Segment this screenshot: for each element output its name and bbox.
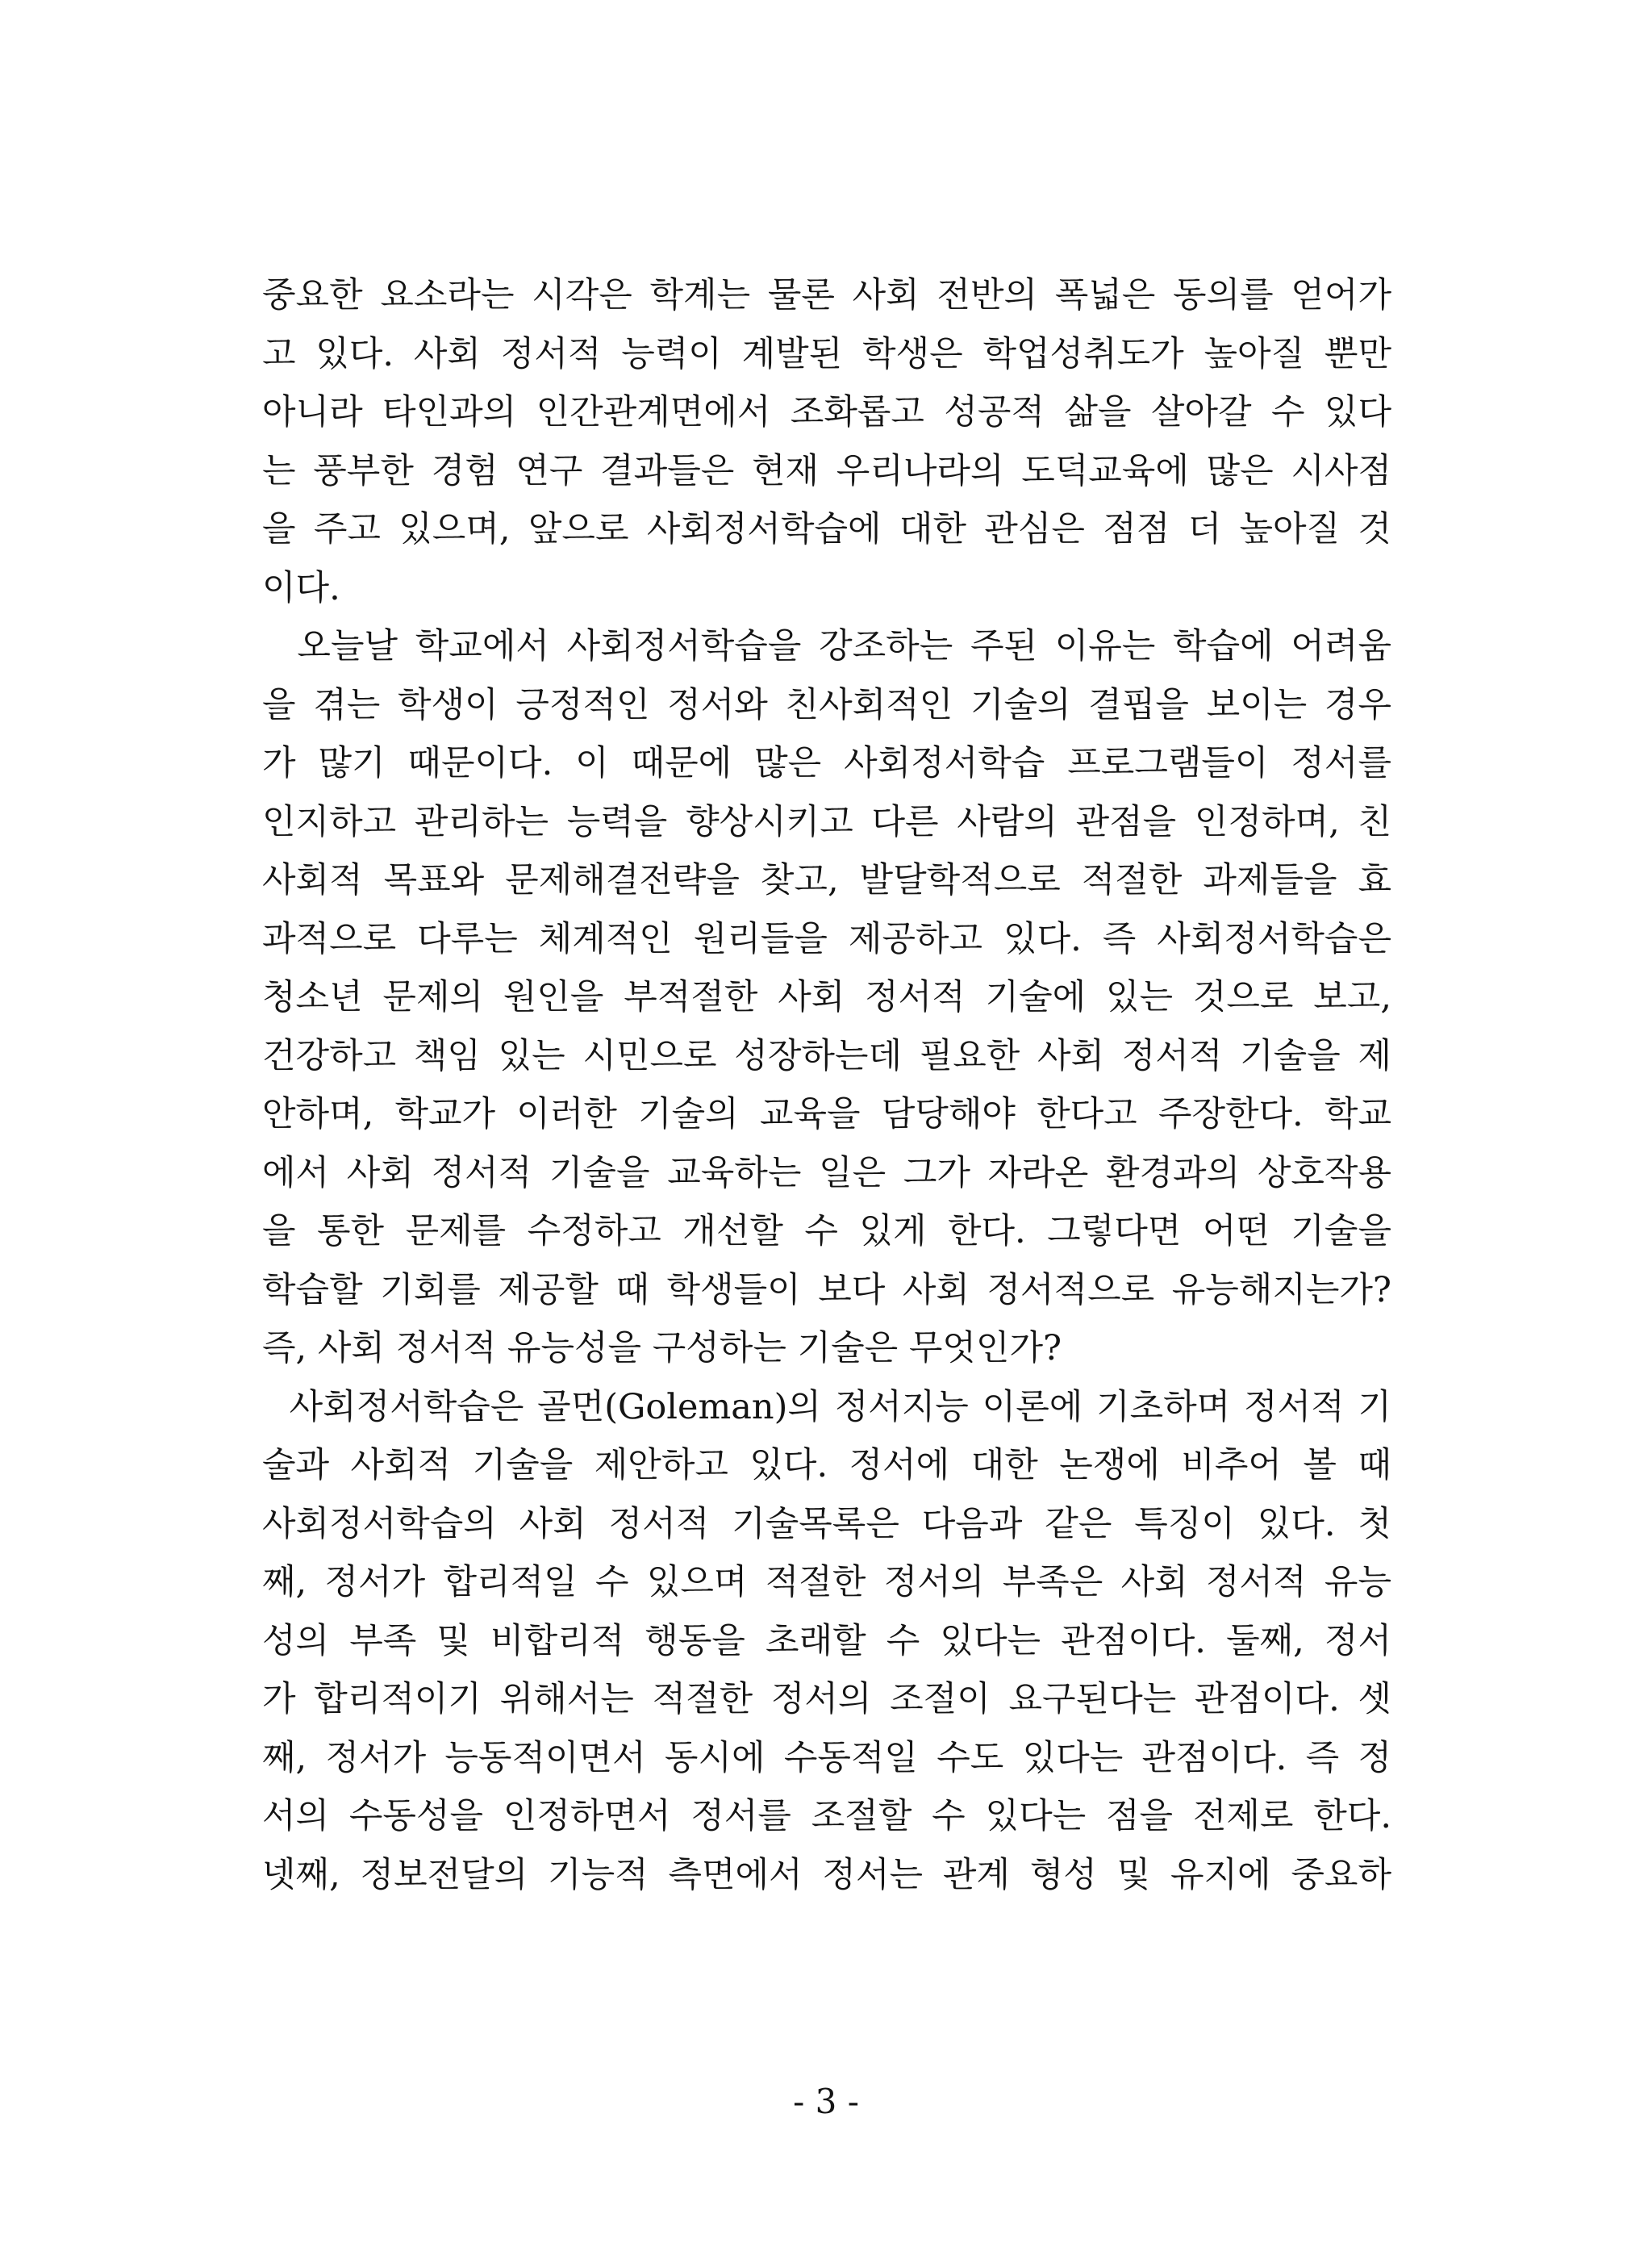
text-line: 이다. bbox=[262, 567, 340, 608]
text-line: 즉, 사회 정서적 유능성을 구성하는 기술은 무엇인가? bbox=[262, 1328, 1062, 1368]
text-line: 청소년 문제의 원인을 부적절한 사회 정서적 기술에 있는 것으로 보고, bbox=[262, 977, 1391, 1017]
text-line: 술과 사회적 기술을 제안하고 있다. 정서에 대한 논쟁에 비추어 볼 때 bbox=[262, 1445, 1391, 1485]
text-line: 가 많기 때문이다. 이 때문에 많은 사회정서학습 프로그램들이 정서를 bbox=[262, 743, 1391, 783]
text-line: 에서 사회 정서적 기술을 교육하는 일은 그가 자라온 환경과의 상호작용 bbox=[262, 1152, 1391, 1193]
text-line: 사회정서학습의 사회 정서적 기술목록은 다음과 같은 특징이 있다. 첫 bbox=[262, 1503, 1391, 1544]
text-line: 안하며, 학교가 이러한 기술의 교육을 담당해야 한다고 주장한다. 학교 bbox=[262, 1094, 1391, 1134]
text-line: 오늘날 학교에서 사회정서학습을 강조하는 주된 이유는 학습에 어려움 bbox=[262, 626, 1391, 666]
text-line: 과적으로 다루는 체계적인 원리들을 제공하고 있다. 즉 사회정서학습은 bbox=[262, 918, 1391, 959]
text-line: 을 주고 있으며, 앞으로 사회정서학습에 대한 관심은 점점 더 높아질 것 bbox=[262, 509, 1391, 549]
text-line: 넷째, 정보전달의 기능적 측면에서 정서는 관계 형성 및 유지에 중요하 bbox=[262, 1854, 1391, 1895]
text-line: 서의 수동성을 인정하면서 정서를 조절할 수 있다는 점을 전제로 한다. bbox=[262, 1796, 1391, 1836]
body-text bbox=[262, 266, 1391, 1904]
text-line: 을 겪는 학생이 긍정적인 정서와 친사회적인 기술의 결핍을 보이는 경우 bbox=[262, 684, 1391, 725]
text-line: 을 통한 문제를 수정하고 개선할 수 있게 한다. 그렇다면 어떤 기술을 bbox=[262, 1211, 1391, 1251]
text-line: 성의 부족 및 비합리적 행동을 초래할 수 있다는 관점이다. 둘째, 정서 bbox=[262, 1620, 1391, 1661]
text-line: 고 있다. 사회 정서적 능력이 계발된 학생은 학업성취도가 높아질 뿐만 bbox=[262, 333, 1391, 374]
text-line: 사회정서학습은 골먼(Goleman)의 정서지능 이론에 기초하며 정서적 기 bbox=[262, 1386, 1391, 1427]
text-line: 째, 정서가 능동적이면서 동시에 수동적일 수도 있다는 관점이다. 즉 정 bbox=[262, 1737, 1391, 1778]
text-line: 사회적 목표와 문제해결전략을 찾고, 발달학적으로 적절한 과제들을 효 bbox=[262, 860, 1391, 900]
text-line: 가 합리적이기 위해서는 적절한 정서의 조절이 요구된다는 관점이다. 셋 bbox=[262, 1679, 1391, 1719]
text-line: 학습할 기회를 제공할 때 학생들이 보다 사회 정서적으로 유능해지는가? bbox=[262, 1269, 1391, 1310]
page-number: - 3 - bbox=[793, 2082, 859, 2121]
text-line: 아니라 타인과의 인간관계면에서 조화롭고 성공적 삶을 살아갈 수 있다 bbox=[262, 392, 1391, 432]
text-line: 인지하고 관리하는 능력을 향상시키고 다른 사람의 관점을 인정하며, 친 bbox=[262, 801, 1391, 842]
text-line: 건강하고 책임 있는 시민으로 성장하는데 필요한 사회 정서적 기술을 제 bbox=[262, 1035, 1391, 1076]
text-line: 중요한 요소라는 시각은 학계는 물론 사회 전반의 폭넓은 동의를 얻어가 bbox=[262, 275, 1391, 315]
text-line: 는 풍부한 경험 연구 결과들은 현재 우리나라의 도덕교육에 많은 시사점 bbox=[262, 450, 1391, 491]
text-line: 째, 정서가 합리적일 수 있으며 적절한 정서의 부족은 사회 정서적 유능 bbox=[262, 1562, 1391, 1602]
